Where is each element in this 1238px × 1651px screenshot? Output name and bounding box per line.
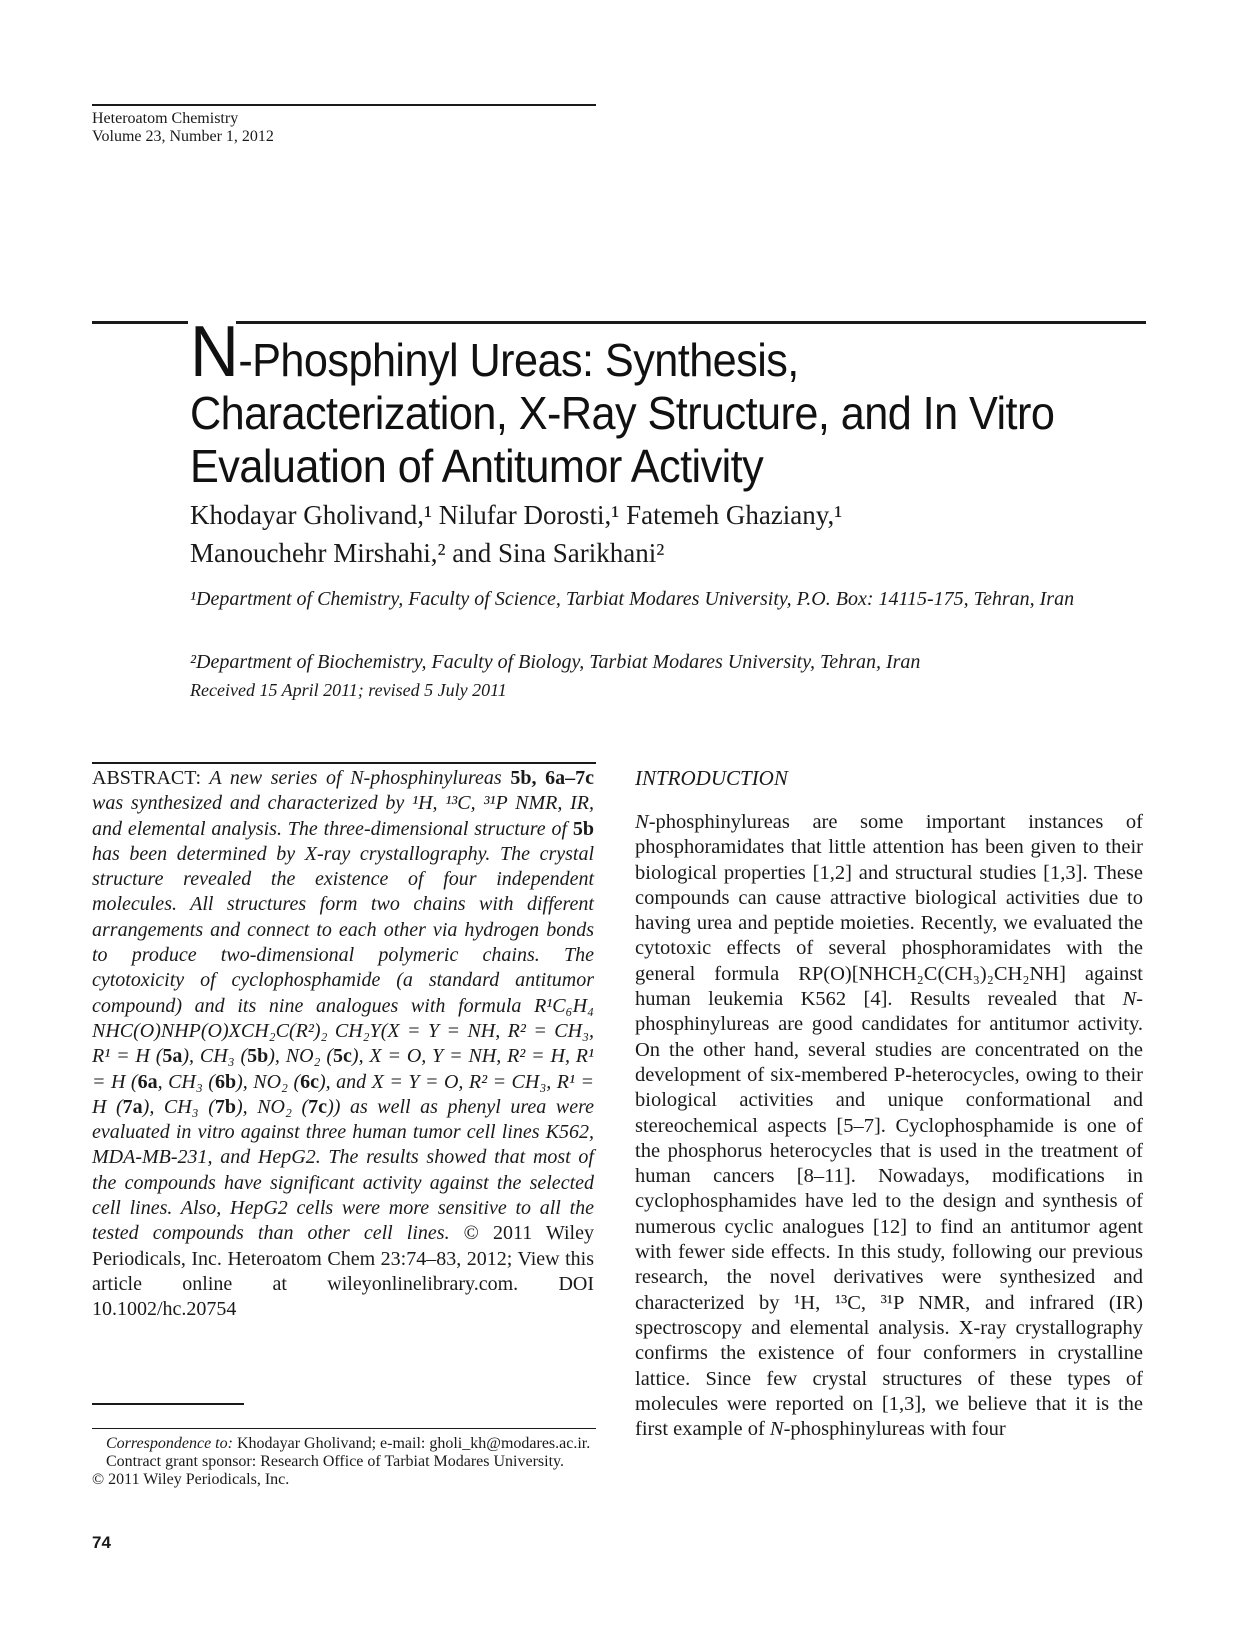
affiliation-1: ¹Department of Chemistry, Faculty of Science, Tarbiat Modares University, P.O. Box: 14115-175, Tehran, Iran	[190, 588, 1075, 610]
correspondence-label: Correspondence to:	[106, 1435, 233, 1452]
correspondence-note	[92, 1435, 594, 1453]
compound-ref: 5b, 6a–7c	[510, 767, 595, 789]
compound-ref: 6b	[214, 1070, 237, 1093]
journal-name: Heteroatom Chemistry	[92, 110, 239, 127]
authors-line1: Khodayar Gholivand,¹ Nilufar Dorosti,¹ Fatemeh Ghaziany,¹	[190, 500, 843, 530]
abstract	[92, 766, 594, 1323]
copyright-note: © 2011 Wiley Periodicals, Inc.	[92, 1471, 290, 1488]
authors	[190, 496, 1150, 572]
italic-n: N	[1122, 988, 1137, 1011]
compound-ref: 6c	[300, 1070, 320, 1093]
page-number: 74	[92, 1533, 111, 1552]
footnote-rule	[92, 1428, 596, 1429]
journal-info	[92, 110, 274, 146]
compound-ref: 6a	[137, 1070, 158, 1093]
header-rule	[92, 104, 596, 106]
compound-ref: 7c	[308, 1095, 328, 1118]
abstract-text-2: was synthesized and characterized by ¹H, ¹³C, ³¹P NMR, IR, and elemental analysis. The three-dimensional structure of	[92, 792, 594, 840]
affiliation-2: ²Department of Biochemistry, Faculty of Biology, Tarbiat Modares University, Tehran, Iran	[190, 651, 921, 673]
journal-volume: Volume 23, Number 1, 2012	[92, 128, 274, 145]
correspondence-text: Khodayar Gholivand; e-mail: gholi_kh@modares.ac.ir.	[232, 1435, 591, 1452]
abstract-citation: © 2011 Wiley Periodicals, Inc. Heteroatom Chem 23:74–83, 2012; View this article online at wileyonlinelibrary.com. DOI 10.1002/hc.20754	[92, 1222, 594, 1321]
compound-ref: 5b	[247, 1045, 269, 1068]
abstract-text: ), CH₃ (	[182, 1045, 248, 1068]
title-initial: N	[190, 312, 239, 392]
compound-ref: 5a	[162, 1045, 183, 1068]
abstract-text: ), NO₂ (	[236, 1070, 301, 1093]
introduction-body	[635, 810, 1143, 1442]
introduction-heading: INTRODUCTION	[635, 766, 788, 790]
abstract-rule-top	[92, 762, 596, 764]
compound-ref: 5c	[333, 1045, 352, 1068]
abstract-text-1: A new series of N-phosphinylureas	[201, 767, 511, 789]
received-date: Received 15 April 2011; revised 5 July 2011	[190, 680, 507, 700]
abstract-text-4: )) as well as phenyl urea were evaluated in vitro against three human tumor cell lines K562, MDA-MB-231, and HepG2. The results showed that most of the compounds have significant activity against the selected cell lines. Also, HepG2 cells were more sensitive to all the tested compounds than other cell lines.	[92, 1095, 595, 1245]
article-title	[190, 312, 1092, 493]
authors-line2: Manouchehr Mirshahi,² and Sina Sarikhani²	[190, 538, 665, 568]
title-rule-right	[236, 321, 1146, 324]
abstract-text: ), and X = Y = O, R² = CH₃, R¹ = H (	[92, 1070, 594, 1118]
grant-note: Contract grant sponsor: Research Office of Tarbiat Modares University.	[106, 1453, 565, 1470]
intro-text-2: -phosphinylureas are good candidates for antitumor activity. On the other hand, several studies are concentrated on the development of six-membered P-heterocycles, owing to their biological activities and unique conformational and stereochemical aspects [5–7]. Cyclophosphamide is one of the phosphorus heterocycles that is used in the treatment of human cancers [8–11]. Nowadays, modifications in cyclophosphamides have led to the design and synthesis of numerous cyclic analogues [12] to find an antitumor agent with fewer side effects. In this study, following our previous research, the novel derivatives were synthesized and characterized by ¹H, ¹³C, ³¹P NMR, and infrared (IR) spectroscopy and elemental analysis. X-ray crystallography confirms the existence of four conformers in crystalline lattice. Since few crystal structures of these types of molecules were reported on [1,3], we believe that it is the first example of	[635, 988, 1143, 1441]
abstract-text: , CH₃ (	[157, 1070, 215, 1093]
abstract-text: ), X = O, Y = NH, R² = H, R¹ = H (	[92, 1045, 595, 1093]
italic-n: N	[635, 811, 649, 833]
intro-text-1: -phosphinylureas are some important instances of phosphoramidates that little attention has been given to their biological properties [1,2] and structural studies [1,3]. These compounds can cause attractive biological activities due to having urea and peptide moieties. Recently, we evaluated the cytotoxic effects of several phosphoramidates with the general formula RP(O)[NHCH₂C(CH₃)₂CH₂NH] against human leukemia K562 [4]. Results revealed that	[635, 811, 1143, 1011]
title-rule-left	[92, 321, 188, 324]
abstract-text: ), NO₂ (	[268, 1045, 334, 1068]
intro-text-3: -phosphinylureas with four	[783, 1418, 1006, 1441]
abstract-text: ), NO₂ (	[235, 1095, 309, 1118]
title-rest: -Phosphinyl Ureas: Synthesis, Characterization, X-Ray Structure, and In Vitro Evaluation of Antitumor Activity	[190, 334, 1055, 492]
footnotes	[92, 1435, 594, 1489]
abstract-rule-bottom	[92, 1403, 244, 1405]
italic-n: N	[769, 1418, 784, 1441]
abstract-text-3: has been determined by X-ray crystallography. The crystal structure revealed the existence of four independent molecules. All structures form two chains with different arrangements and connect to each other via hydrogen bonds to produce two-dimensional polymeric chains. The cytotoxicity of cyclophosphamide (a standard antitumor compound) and its nine analogues with formula R¹C₆H₄ NHC(O)NHP(O)XCH₂C(R²)₂ CH₂Y(X = Y = NH, R² = CH₃, R¹ = H (	[92, 842, 594, 1068]
abstract-text: ), CH₃ (	[142, 1095, 215, 1118]
abstract-label: ABSTRACT:	[92, 767, 202, 789]
compound-ref: 5b	[572, 817, 594, 840]
compound-ref: 7b	[214, 1095, 236, 1118]
compound-ref: 7a	[122, 1095, 143, 1118]
